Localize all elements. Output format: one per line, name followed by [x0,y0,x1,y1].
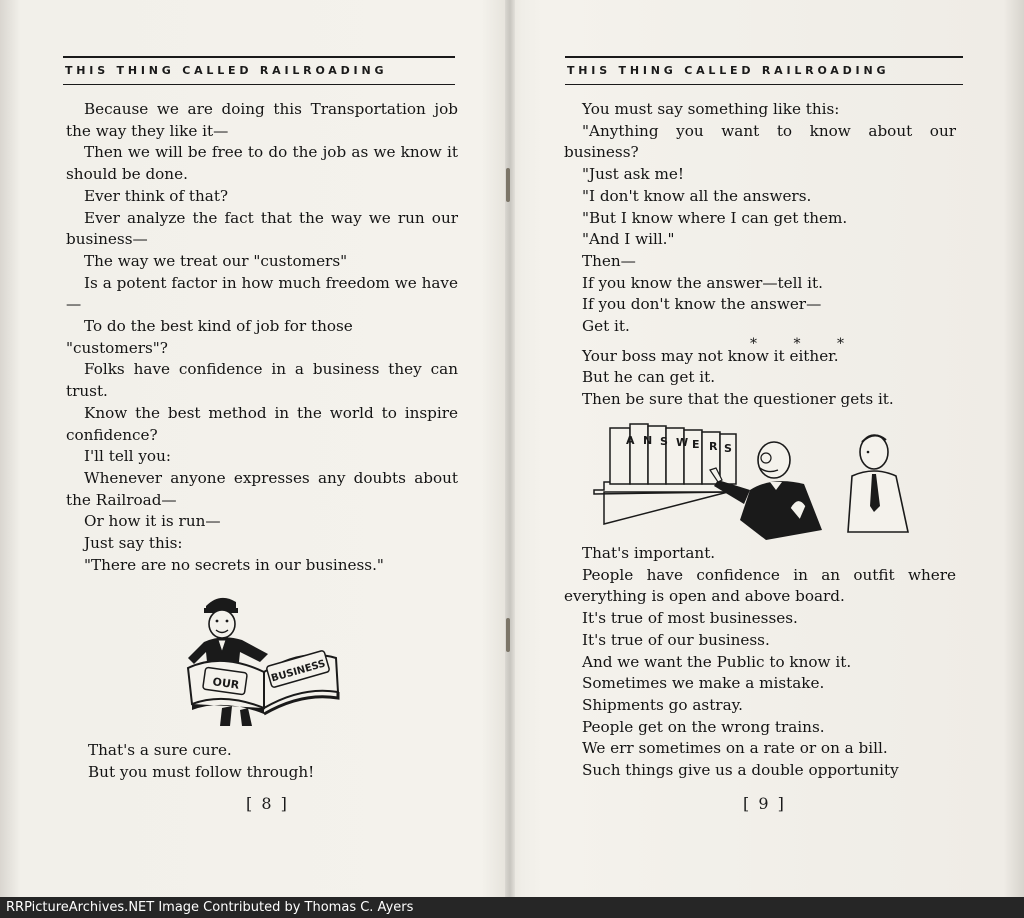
paragraph: "There are no secrets in our business." [84,555,384,574]
book-letter: S [660,435,668,448]
paragraph: That's important. [582,544,716,562]
paragraph: Is a potent factor in how much freedom we have— [66,273,458,314]
book-letter: W [676,436,689,449]
paragraph: "And I will." [582,230,675,249]
paragraph: Because we are doing this Transportation job the way they like it— [66,100,458,140]
left-closing-text [66,740,458,783]
running-head-text: THIS THING CALLED RAILROADING [567,64,890,77]
paragraph: People get on the wrong trains. [582,717,825,736]
paragraph: Then be sure that the questioner gets it. [582,390,894,409]
page-number-right: [ 9 ] [743,794,786,813]
left-body-text [66,99,458,576]
image-credit-bar: RRPictureArchives.NET Image Contributed by Thomas C. Ayers [0,897,1024,918]
paragraph: Ever analyze the fact that the way we run our business— [66,208,458,249]
paragraph: Sometimes we make a mistake. [582,674,825,693]
paragraph: But you must follow through! [88,762,315,781]
right-body-text [564,99,956,411]
paragraph: Ever think of that? [84,186,229,205]
paragraph: If you don't know the answer— [582,295,822,314]
book-letter: N [643,434,653,447]
paragraph: That's a sure cure. [88,741,232,759]
left-page [0,0,510,897]
paragraph: Whenever anyone expresses any doubts about the Railroad— [66,468,458,509]
paragraph: To do the best kind of job for those "customers"? [66,317,353,357]
book-letter: S [724,442,732,455]
paragraph: You must say something like this: [582,100,840,118]
paragraph: I'll tell you: [84,447,171,466]
paragraph: Then we will be free to do the job as we know it should be done. [66,143,458,184]
paragraph: Such things give us a double opportunity [582,761,899,780]
page-number-left: [ 8 ] [246,794,289,813]
paragraph: "But I know where I can get them. [582,208,848,227]
paragraph: "I don't know all the answers. [582,186,812,205]
paragraph: If you know the answer—tell it. [582,273,823,292]
paragraph: People have confidence in an outfit where everything is open and above board. [564,565,956,606]
running-head-left [63,56,455,85]
book-letter: R [709,440,718,453]
right-body-text-continued [564,543,956,782]
paragraph: It's true of most businesses. [582,609,798,628]
paragraph: Your boss may not know it either. [582,346,839,365]
book-label-our: OUR [211,675,241,692]
paragraph: It's true of our business. [582,630,770,649]
running-head-text: THIS THING CALLED RAILROADING [65,64,388,77]
paragraph: Shipments go astray. [582,695,744,714]
paragraph: Folks have confidence in a business they can trust. [66,360,458,401]
book-letter: E [692,438,700,451]
paragraph: Or how it is run— [84,512,221,531]
paragraph: But he can get it. [582,368,716,387]
paragraph: "Anything you want to know about our business? [564,121,956,162]
conductor-with-open-book-icon [182,592,344,728]
answers-bookshelf-icon [590,420,930,542]
second-man-icon [848,435,908,532]
paragraph: The way we treat our "customers" [84,251,348,270]
paragraph: Then— [582,251,636,270]
paragraph: We err sometimes on a rate or on a bill. [582,739,888,758]
book-label-business: BUSINESS [270,658,327,685]
paragraph: Get it. [582,317,630,336]
section-separator: * * * [750,335,860,352]
paragraph: "Just ask me! [582,165,684,184]
paragraph: Know the best method in the world to inspire confidence? [66,403,458,444]
running-head-right [565,56,963,85]
paragraph: And we want the Public to know it. [582,652,852,671]
paragraph: Just say this: [84,534,183,553]
book-letter: A [626,434,635,447]
right-page [510,0,1024,897]
